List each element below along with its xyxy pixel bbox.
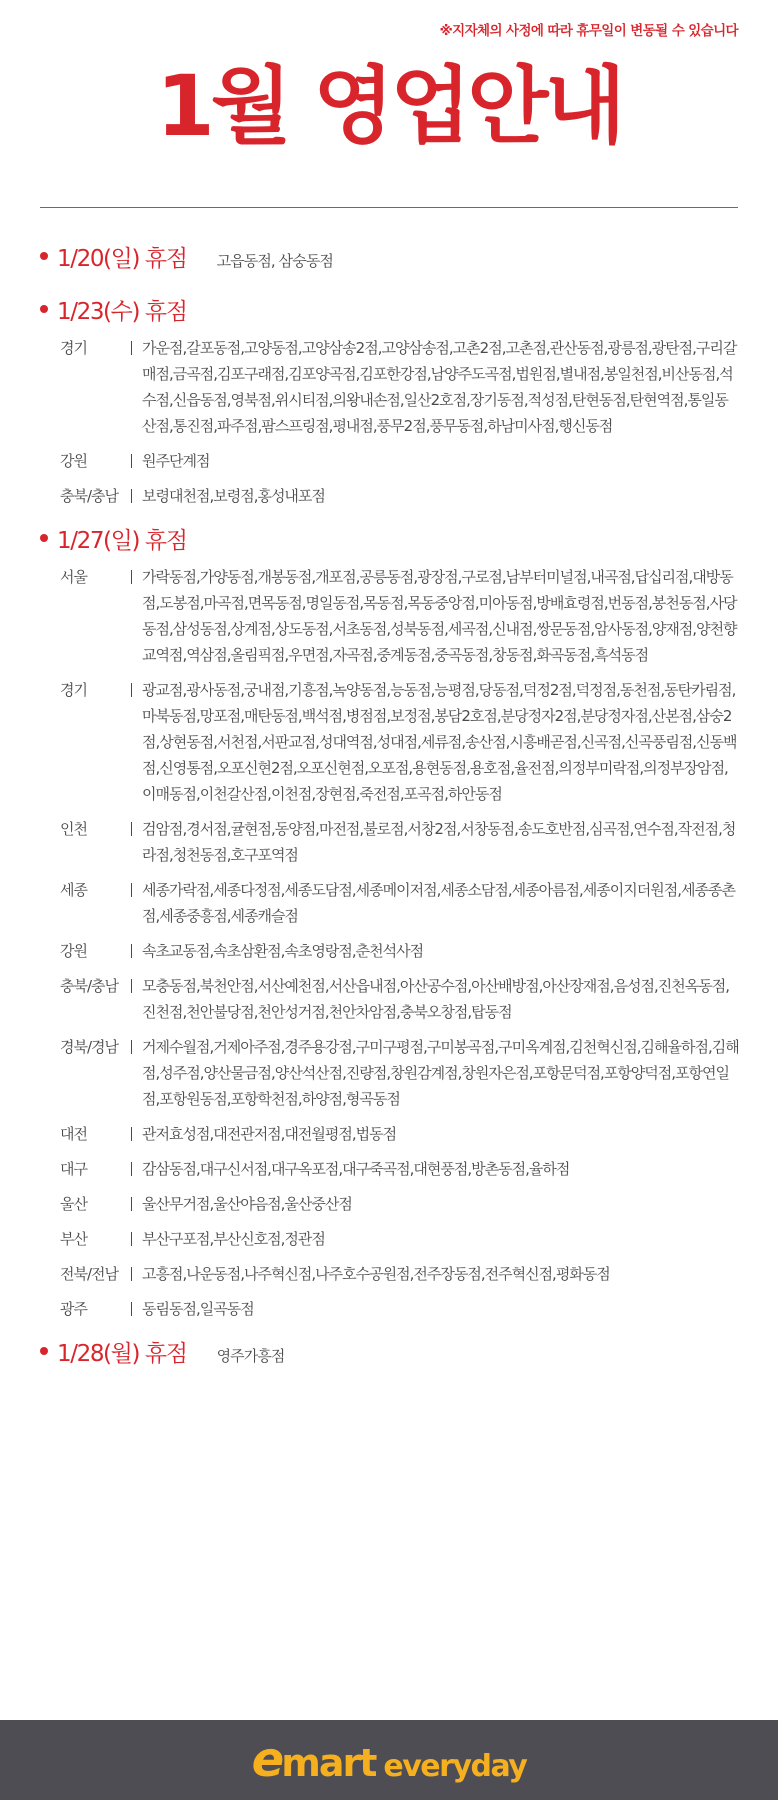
- region-row: [40, 1156, 778, 1182]
- region-row: [40, 1121, 778, 1147]
- store-list: 광교점,광사동점,궁내점,기흥점,녹양동점,능동점,능평점,당동점,덕정2점,덕정점,동천점,동탄카림점,마북동점,망포점,매탄동점,백석점,병점점,보정점,봉담2호점,분당정자2점,분당정자점,산본점,삼숭2점,상현동점,서천점,서판교점,성대역점,성대점,세류점,송산점,시흥배곧점,신곡점,신곡풍림점,신동백점,신영통점,오포신현2점,오포신현점,오포점,용현동점,용호점,율전점,의정부미락점,의정부장암점,이매동점,이천갈산점,이천점,장현점,죽전점,포곡점,하안동점: [142, 681, 737, 803]
- region-label: 울산: [60, 1195, 87, 1213]
- store-list: 세종가락점,세종다정점,세종도담점,세종메이저점,세종소담점,세종아름점,세종이지더원점,세종종촌점,세종중흥점,세종캐슬점: [142, 881, 735, 925]
- section-header: [40, 1335, 778, 1375]
- region-row: [40, 816, 778, 868]
- separator-bar: [131, 979, 132, 993]
- closure-date-title: 1/20(일) 휴점: [57, 246, 187, 272]
- region-label: 전북/전남: [60, 1265, 119, 1283]
- region-row: [40, 938, 778, 964]
- emart-everyday-logo: [251, 1732, 527, 1788]
- store-list: 관저효성점,대전관저점,대전월평점,법동점: [142, 1125, 397, 1143]
- separator-bar: [131, 341, 132, 355]
- separator-bar: [131, 944, 132, 958]
- store-list: 가운점,갈포동점,고양동점,고양삼송2점,고양삼송점,고촌2점,고촌점,관산동점,광릉점,광탄점,구리갈매점,금곡점,김포구래점,김포양곡점,김포한강점,남양주도곡점,법원점,별내점,봉일천점,비산동점,석수점,신읍동점,영북점,위시티점,의왕내손점,일산2호점,장기동점,적성점,탄현동점,탄현역점,통일동산점,통진점,파주점,팜스프링점,평내점,풍무2점,풍무동점,하남미사점,행신동점: [142, 339, 737, 435]
- closure-section: [40, 522, 778, 1322]
- region-row: [40, 1034, 778, 1112]
- separator-bar: [131, 1232, 132, 1246]
- separator-bar: [131, 489, 132, 503]
- region-row: [40, 677, 778, 807]
- region-label: 인천: [60, 820, 87, 838]
- separator-bar: [131, 883, 132, 897]
- logo-everyday: everyday: [383, 1749, 527, 1784]
- closure-date-title: 1/28(월) 휴점: [57, 1341, 187, 1367]
- footer: [0, 1720, 778, 1800]
- separator-bar: [131, 683, 132, 697]
- region-label: 강원: [60, 452, 87, 470]
- bullet-icon: [40, 1347, 48, 1355]
- store-list: 원주단계점: [142, 452, 210, 470]
- bullet-icon: [40, 305, 48, 313]
- holiday-notice: ※지자체의 사정에 따라 휴무일이 변동될 수 있습니다: [439, 23, 738, 39]
- region-row: [40, 335, 778, 439]
- region-row: [40, 973, 778, 1025]
- closure-date-title: 1/23(수) 휴점: [57, 299, 187, 325]
- region-label: 경북/경남: [60, 1038, 119, 1056]
- region-label: 충북/충남: [60, 977, 119, 995]
- region-row: [40, 448, 778, 474]
- store-list: 가락동점,가양동점,개봉동점,개포점,공릉동점,광장점,구로점,남부터미널점,내곡점,답십리점,대방동점,도봉점,마곡점,면목동점,명일동점,목동점,목동중앙점,미아동점,방배효령점,번동점,봉천동점,사당동점,삼성동점,상계점,상도동점,서초동점,성북동점,세곡점,신내점,쌍문동점,암사동점,양재점,양천향교역점,역삼점,올림픽점,우면점,자곡점,중계동점,중곡동점,창동점,화곡동점,흑석동점: [142, 568, 737, 664]
- section-header: [40, 522, 778, 562]
- separator-bar: [131, 1302, 132, 1316]
- closure-section: [40, 293, 778, 509]
- closure-date-title: 1/27(일) 휴점: [57, 528, 187, 554]
- region-row: [40, 1226, 778, 1252]
- region-label: 대구: [60, 1160, 87, 1178]
- region-row: [40, 564, 778, 668]
- store-list: 부산구포점,부산신호점,정관점: [142, 1230, 325, 1248]
- region-label: 세종: [60, 881, 87, 899]
- region-label: 광주: [60, 1300, 87, 1318]
- store-list: 모충동점,북천안점,서산예천점,서산읍내점,아산공수점,아산배방점,아산장재점,음성점,진천옥동점,진천점,천안불당점,천안성거점,천안차암점,충북오창점,탑동점: [142, 977, 730, 1021]
- separator-bar: [131, 1267, 132, 1281]
- separator-bar: [131, 570, 132, 584]
- region-label: 경기: [60, 681, 87, 699]
- store-list: 속초교동점,속초삼환점,속초영랑점,춘천석사점: [142, 942, 424, 960]
- divider: [40, 207, 738, 208]
- store-list: 보령대천점,보령점,홍성내포점: [142, 487, 325, 505]
- separator-bar: [131, 1197, 132, 1211]
- closure-section: [40, 240, 778, 280]
- closure-section: [40, 1335, 778, 1375]
- store-list: 동림동점,일곡동점: [142, 1300, 254, 1318]
- closure-schedule: [0, 240, 778, 1388]
- region-label: 대전: [60, 1125, 87, 1143]
- region-label: 강원: [60, 942, 87, 960]
- closure-store-list: 고읍동점, 삼숭동점: [216, 252, 334, 270]
- separator-bar: [131, 1040, 132, 1054]
- region-row: [40, 483, 778, 509]
- logo-mart: mart: [281, 1741, 376, 1785]
- separator-bar: [131, 1127, 132, 1141]
- region-row: [40, 877, 778, 929]
- region-label: 부산: [60, 1230, 87, 1248]
- separator-bar: [131, 454, 132, 468]
- region-label: 충북/충남: [60, 487, 119, 505]
- region-row: [40, 1296, 778, 1322]
- region-label: 경기: [60, 339, 87, 357]
- closure-store-list: 영주가흥점: [216, 1347, 285, 1365]
- page-title: 1월 영업안내: [156, 57, 622, 155]
- region-label: 서울: [60, 568, 87, 586]
- separator-bar: [131, 822, 132, 836]
- store-list: 울산무거점,울산야음점,울산중산점: [142, 1195, 352, 1213]
- section-header: [40, 293, 778, 333]
- region-row: [40, 1261, 778, 1287]
- store-list: 고흥점,나운동점,나주혁신점,나주호수공원점,전주장동점,전주혁신점,평화동점: [142, 1265, 610, 1283]
- region-row: [40, 1191, 778, 1217]
- store-list: 거제수월점,거제아주점,경주용강점,구미구평점,구미봉곡점,구미옥계점,김천혁신점,김해율하점,김해점,성주점,양산물금점,양산석산점,진량점,창원감계점,창원자은점,포항문덕점,포항양덕점,포항연일점,포항원동점,포항학천점,하양점,형곡동점: [142, 1038, 739, 1108]
- bullet-icon: [40, 534, 48, 542]
- section-header: [40, 240, 778, 280]
- store-list: 검암점,경서점,귤현점,동양점,마전점,불로점,서창2점,서창동점,송도호반점,심곡점,연수점,작전점,청라점,청천동점,호구포역점: [142, 820, 736, 864]
- separator-bar: [131, 1162, 132, 1176]
- logo-e: e: [251, 1732, 282, 1788]
- bullet-icon: [40, 252, 48, 260]
- store-list: 감삼동점,대구신서점,대구옥포점,대구죽곡점,대현풍점,방촌동점,율하점: [142, 1160, 570, 1178]
